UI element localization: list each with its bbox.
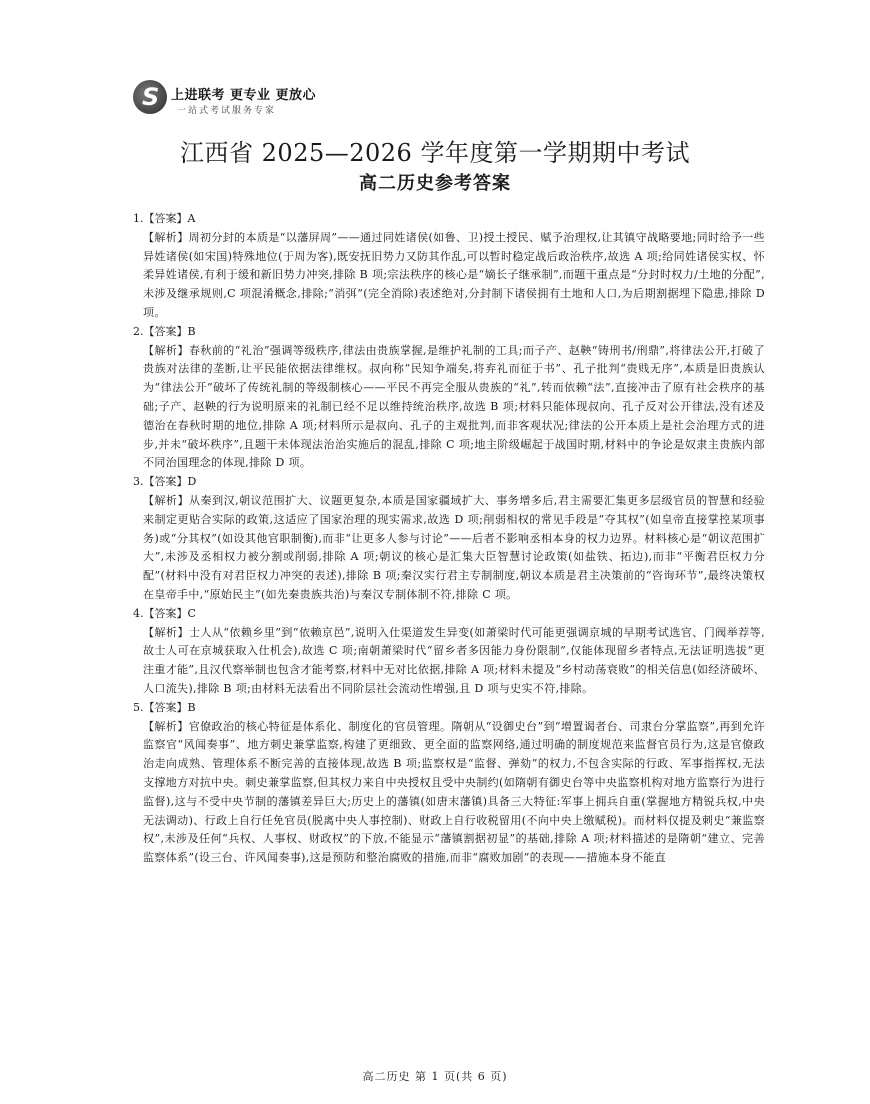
answer-content	[133, 210, 765, 868]
answer-label: 1.【答案】A	[133, 212, 196, 225]
page-subtitle: 高二历史参考答案	[359, 173, 511, 194]
answer-label: 2.【答案】B	[133, 324, 196, 338]
question-4	[133, 605, 765, 699]
answer-label: 3.【答案】D	[133, 475, 197, 489]
question-2	[133, 323, 765, 473]
question-3	[133, 473, 765, 605]
header-sub-slogan: 一站式考试服务专家	[177, 106, 277, 116]
header-slogan: 上进联考 更专业 更放心	[171, 88, 317, 103]
analysis-text: 【解析】周初分封的本质是“以藩屏周”——通过同姓诸侯(如鲁、卫)授土授民、赋予治理权,让其镇守战略要地;同时给予一些异姓诸侯(如宋国)特殊地位(于周为客),既安抚旧势力又防其作乱,可以暂时稳定战后政治秩序,故选 A 项;给同姓诸侯实权、怀柔异姓诸侯,有利于缓和新旧势力冲突,排除 B 项;宗法秩序的核心是“嫡长子继承制”,而题干重点是“分封时权力/土地的分配”,未涉及继承规则,C 项混淆概念,排除;“消弭”(完全消除)表述绝对,分封制下诸侯拥有土地和人口,为后期割据埋下隐患,排除 D 项。	[143, 230, 765, 319]
analysis-text: 【解析】春秋前的“礼治”强调等级秩序,律法由贵族掌握,是维护礼制的工具;而子产、赵鞅“铸刑书/刑鼎”,将律法公开,打破了贵族对法律的垄断,让平民能依据法律维权。叔向称“民知争端矣,将弃礼而征于书”、孔子批判“贵贱无序”,本质是旧贵族认为“律法公开”破坏了传统礼制的等级制核心——平民不再完全服从贵族的“礼”,转而依赖“法”,直接冲击了原有社会秩序的基础;子产、赵鞅的行为说明原来的礼制已经不足以维持统治秩序,故选 B 项;材料只能体现叔向、孔子反对公开律法,没有述及德治在春秋时期的地位,排除 A 项;材料所示是叔向、孔子的主观批判,而非客观状况;律法的公开本质上是社会治理方式的进步,并未“破坏秩序”,且题干未体现法治治实施后的混乱,排除 C 项;地主阶级崛起于战国时期,材料中的争论是奴隶主贵族内部不同治国理念的体现,排除 D 项。	[143, 343, 765, 470]
question-5	[133, 699, 765, 868]
answer-label: 5.【答案】B	[133, 700, 196, 714]
analysis-text: 【解析】从秦到汉,朝议范围扩大、议题更复杂,本质是国家疆域扩大、事务增多后,君主需要汇集更多层级官员的智慧和经验来制定更贴合实际的政策,这适应了国家治理的现实需求,故选 D 项;削弱相权的常见手段是“夺其权”(如皇帝直接掌控某项事务)或“分其权”(如设其他官职制衡),而非“让更多人参与讨论”——后者不影响丞相本身的权力边界。材料核心是“朝议范围扩大”,未涉及丞相权力被分割或削弱,排除 A 项;朝议的核心是汇集大臣智慧讨论政策(如盐铁、拓边),而非“平衡君臣权力分配”(材料中没有对君臣权力冲突的表述),排除 B 项;秦汉实行君主专制制度,朝议本质是君主决策前的“咨询环节”,最终决策权在皇帝手中,“原始民主”(如先秦贵族共治)与秦汉专制体制不符,排除 C 项。	[143, 493, 765, 601]
header-logo	[133, 80, 333, 120]
question-1	[133, 210, 765, 323]
analysis-text: 【解析】士人从“依赖乡里”到“依赖京邑”,说明入仕渠道发生异变(如萧梁时代可能更强调京城的早期考试选官、门阀举荐等,故士人可在京城获取入仕机会),故选 C 项;南朝萧梁时代“留乡者多因能力身份限制”,仅能体现留乡者特点,无法证明选拔“更注重才能”,且汉代察举制也包含才能考察,材料中无对比依据,排除 A 项;材料未提及“乡村动荡衰败”的相关信息(如经济破坏、人口流失),排除 B 项;由材料无法看出不同阶层社会流动性增强,且 D 项与史实不符,排除。	[143, 625, 765, 695]
page-title: 江西省 2025—2026 学年度第一学期期中考试	[180, 139, 690, 167]
logo-mark-icon	[133, 80, 167, 114]
analysis-text: 【解析】官僚政治的核心特征是体系化、制度化的官员管理。隋朝从“设御史台”到“增置谒者台、司隶台分掌监察”,再到允许监察官“风闻奏事”、地方刺史兼掌监察,构建了更细致、更全面的监察网络,通过明确的制度规范来监督官员行为,这是官僚政治走向成熟、管理体系不断完善的直接体现,故选 B 项;监察权是“监督、弹劾”的权力,不包含实际的行政、军事指挥权,无法支撑地方对抗中央。刺史兼掌监察,但其权力来自中央授权且受中央制约(如隋朝有御史台等中央监察机构对地方监察行为进行监督),这与不受中央节制的藩镇差异巨大;历史上的藩镇(如唐末藩镇)具备三大特征:军事上拥兵自重(掌握地方精锐兵权,中央无法调动)、行政上自行任免官员(脱离中央人事控制)、财政上自行收税留用(不向中央上缴赋税)。而材料仅提及刺史“兼监察权”,未涉及任何“兵权、人事权、财政权”的下放,不能显示“藩镇割据初显”的基础,排除 A 项;材料描述的是隋朝“建立、完善监察体系”(设三台、许风闻奏事),这是预防和整治腐败的措施,而非“腐败加剧”的表现——措施本身不能直	[143, 719, 765, 865]
answer-label: 4.【答案】C	[133, 606, 196, 620]
page-footer: 高二历史 第 1 页(共 6 页)	[362, 1070, 508, 1083]
